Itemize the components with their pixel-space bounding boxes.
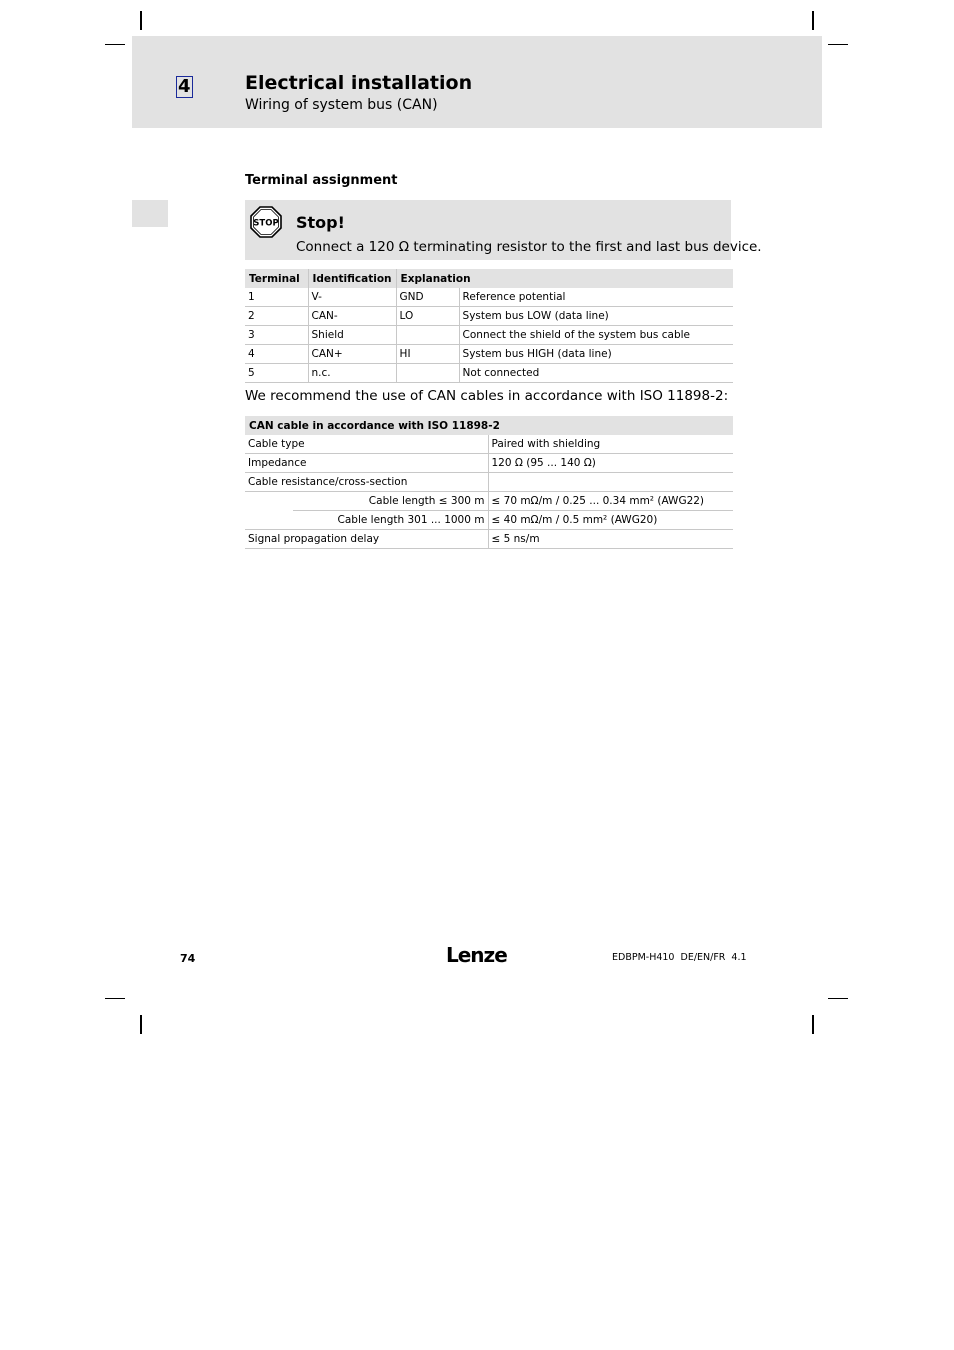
identification-cell: Shield [308, 326, 396, 345]
table-row [245, 473, 733, 492]
table-header: Identification [308, 269, 396, 288]
value-cell: ≤ 70 mΩ/m / 0.25 ... 0.34 mm² (AWG22) [488, 492, 733, 511]
table-header-row [245, 416, 733, 435]
explanation-cell: System bus HIGH (data line) [459, 345, 733, 364]
indent-cell [245, 492, 293, 511]
table-row [245, 435, 733, 454]
stop-icon-label: STOP [253, 218, 279, 229]
value-cell: ≤ 5 ns/m [488, 530, 733, 549]
crop-mark [140, 11, 142, 30]
terminal-cell: 4 [245, 345, 308, 364]
section-title: Terminal assignment [245, 173, 398, 188]
table-header: Terminal [245, 269, 308, 288]
terminal-table [245, 269, 733, 383]
page-number: 74 [180, 952, 196, 965]
cable-table [245, 416, 733, 549]
property-cell: Cable resistance/cross-section [245, 473, 488, 492]
table-row [245, 288, 733, 307]
stop-title: Stop! [296, 213, 345, 232]
header-band [132, 36, 822, 128]
recommendation-text: We recommend the use of CAN cables in accordance with ISO 11898-2: [245, 388, 729, 404]
crop-mark [105, 998, 125, 999]
table-header: Explanation [396, 269, 733, 288]
side-tab [132, 200, 168, 227]
code-cell: HI [396, 345, 459, 364]
stop-text: Connect a 120 Ω terminating resistor to the first and last bus device. [296, 239, 762, 255]
property-cell: Cable type [245, 435, 488, 454]
page-title: Electrical installation [245, 72, 473, 94]
explanation-cell: Not connected [459, 364, 733, 383]
property-cell: Cable length 301 ... 1000 m [293, 511, 488, 530]
crop-mark [828, 998, 848, 999]
code-cell: LO [396, 307, 459, 326]
code-cell [396, 326, 459, 345]
terminal-cell: 5 [245, 364, 308, 383]
lenze-logo: Lenze [446, 943, 507, 967]
document-id: EDBPM-H410 DE/EN/FR 4.1 [612, 952, 747, 963]
table-row [245, 345, 733, 364]
property-cell: Impedance [245, 454, 488, 473]
crop-mark [140, 1015, 142, 1034]
page-subtitle: Wiring of system bus (CAN) [245, 97, 438, 113]
identification-cell: CAN- [308, 307, 396, 326]
stop-note [245, 200, 762, 260]
stop-sign-icon [250, 206, 282, 238]
identification-cell: n.c. [308, 364, 396, 383]
terminal-cell: 1 [245, 288, 308, 307]
terminal-cell: 2 [245, 307, 308, 326]
table-row [245, 492, 733, 511]
identification-cell: V- [308, 288, 396, 307]
table-header: CAN cable in accordance with ISO 11898-2 [245, 416, 733, 435]
code-cell: GND [396, 288, 459, 307]
explanation-cell: Reference potential [459, 288, 733, 307]
value-cell: ≤ 40 mΩ/m / 0.5 mm² (AWG20) [488, 511, 733, 530]
table-row [245, 530, 733, 549]
explanation-cell: Connect the shield of the system bus cable [459, 326, 733, 345]
crop-mark [812, 11, 814, 30]
crop-mark [828, 44, 848, 45]
table-row [245, 307, 733, 326]
table-row [245, 364, 733, 383]
explanation-cell: System bus LOW (data line) [459, 307, 733, 326]
indent-cell [245, 511, 293, 530]
table-row [245, 454, 733, 473]
chapter-number: 4 [178, 76, 191, 97]
value-cell: Paired with shielding [488, 435, 733, 454]
code-cell [396, 364, 459, 383]
table-row [245, 511, 733, 530]
table-header-row [245, 269, 733, 288]
value-cell [488, 473, 733, 492]
value-cell: 120 Ω (95 ... 140 Ω) [488, 454, 733, 473]
identification-cell: CAN+ [308, 345, 396, 364]
property-cell: Signal propagation delay [245, 530, 488, 549]
crop-mark [812, 1015, 814, 1034]
terminal-cell: 3 [245, 326, 308, 345]
crop-mark [105, 44, 125, 45]
table-row [245, 326, 733, 345]
property-cell: Cable length ≤ 300 m [293, 492, 488, 511]
